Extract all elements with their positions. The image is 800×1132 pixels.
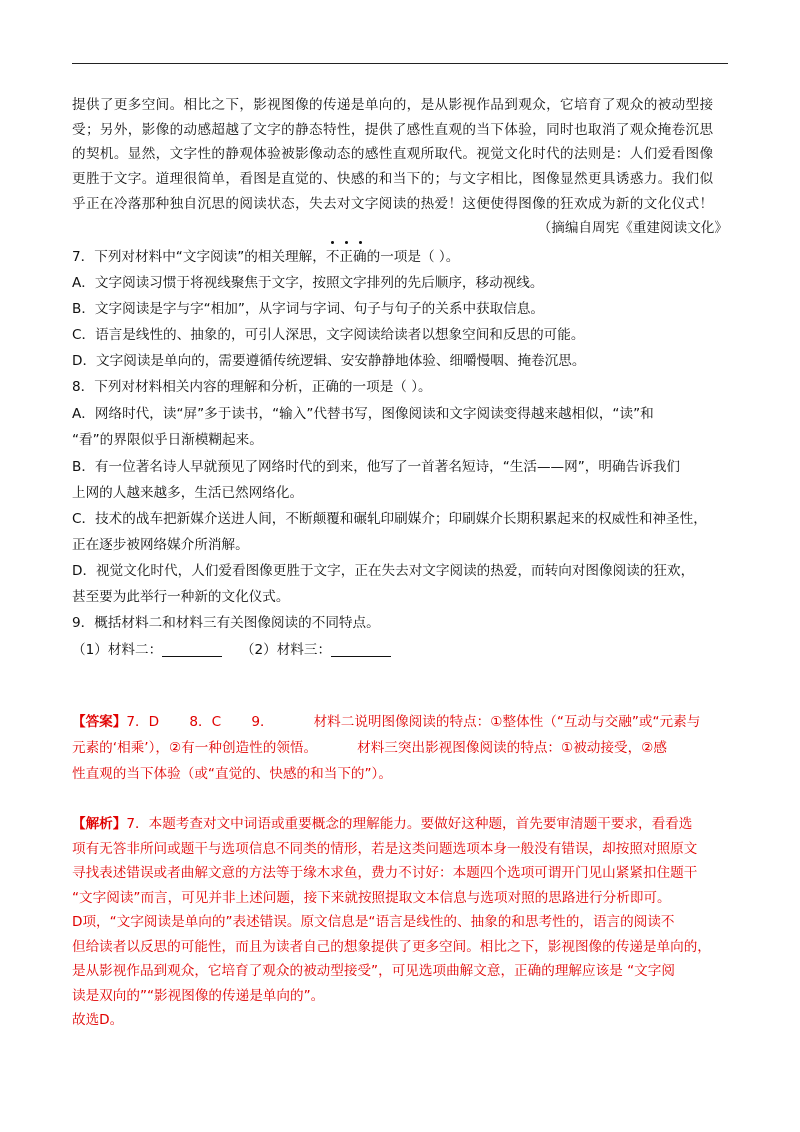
emphasis-dot	[359, 241, 362, 244]
q7-emphasis: 不正确	[326, 247, 367, 267]
analysis-line: 但给读者以反思的可能性，而且为读者自己的想象提供了更多空间。相比之下，影视图像的传递是单向的，	[72, 939, 711, 955]
answer-line-1: 【答案】7．D 8．C 9． 材料二说明图像阅读的特点：①整体性（“互动与交融”或“元素与	[72, 714, 701, 730]
q9-part1-label: （1）材料二：	[72, 642, 163, 658]
q8-option-c: C．技术的战车把新媒介送进人间，不断颠覆和碾轧印刷媒介；印刷媒介长期积累起来的权威性和神圣性，	[72, 511, 707, 527]
q7-option-a: A．文字阅读习惯于将视线聚焦于文字，按照文字排列的先后顺序，移动视线。	[72, 275, 544, 291]
passage-source: （摘编自周宪《重建阅读文化》	[537, 220, 728, 236]
analysis-line-1: 【解析】7．本题考查对文中词语或重要概念的理解能力。要做好这种题，首先要审清题干要求，看看选	[72, 816, 693, 832]
passage-line: 乎正在冷落那种独自沉思的阅读状态，失去对文字阅读的热爱！这便使得图像的狂欢成为新的文化仪式！	[72, 195, 714, 212]
q8-option-b-cont: 上网的人越来越多，生活已然网络化。	[72, 485, 304, 501]
analysis-line: D项，“文字阅读是单向的”表述错误。原文信息是“语言是线性的、抽象的和思考性的，语言的阅读不	[72, 914, 675, 930]
q7-option-c: C．语言是线性的、抽象的，可引人深思，文字阅读给读者以想象空间和反思的可能。	[72, 327, 585, 343]
q9-stem: 9．概括材料二和材料三有关图像阅读的不同特点。	[72, 615, 380, 631]
analysis-tag: 【解析】	[72, 816, 127, 832]
q9-parts	[72, 640, 732, 660]
answer-line-2: 元素的‘相乘’），②有一种创造性的领悟。 材料三突出影视图像阅读的特点：①被动接受，②感	[72, 740, 667, 756]
q8-option-a: A．网络时代，读“屏”多于读书，“输入”代替书写，图像阅读和文字阅读变得越来越相似，“读”和	[72, 406, 654, 422]
analysis-line: 寻找表述错误或者曲解文意的方法等于缘木求鱼，费力不讨好：本题四个选项可谓开门见山紧紧扣住题干	[72, 865, 698, 881]
q7-option-b: B．文字阅读是字与字“相加”，从字词与字词、句子与句子的关系中获取信息。	[72, 301, 545, 317]
analysis-line: 是从影视作品到观众，它培育了观众的被动型接受”，可见选项曲解文意，正确的理解应该是 “文字阅	[72, 963, 675, 979]
header-rule	[72, 63, 728, 64]
answer-line-3: 性直观的当下体验（或“直觉的、快感的和当下的”）。	[72, 766, 392, 782]
q8-option-b: B．有一位著名诗人早就预见了网络时代的到来，他写了一首著名短诗，“生活——网”，明确告诉我们	[72, 459, 680, 475]
q9-part2-label: （2）材料三：	[240, 642, 332, 658]
q8-option-d: D．视觉文化时代，人们爱看图像更胜于文字，正在失去对文字阅读的热爱，而转向对图像阅读的狂欢，	[72, 563, 695, 579]
analysis-line: “文字阅读”而言，可见并非上述问题，接下来就按照提取文本信息与选项对照的思路进行分析即可。	[72, 890, 671, 906]
answer-blank	[331, 642, 391, 657]
emphasis-dot	[331, 241, 334, 244]
analysis-conclusion: 故选D。	[72, 1012, 124, 1028]
q7-option-d: D．文字阅读是单向的，需要遵循传统逻辑、安安静静地体验、细嚼慢咽、掩卷沉思。	[72, 353, 586, 369]
analysis-line: 读是双向的”“影视图像的传递是单向的”。	[72, 988, 325, 1004]
q7-stem: 7．下列对材料中“文字阅读”的相关理解，不正确 的一项是（ ）。	[72, 247, 732, 267]
analysis-line: 项有无答非所问或题干与选项信息不同类的情形，若是这类问题选项本身一般没有错误，却按照对照原文	[72, 841, 698, 857]
answer-tag: 【答案】	[72, 714, 127, 730]
passage	[72, 93, 728, 217]
passage-line: 提供了更多空间。相比之下，影视图像的传递是单向的，是从影视作品到观众，它培育了观众的被动型接	[72, 97, 714, 113]
passage-line: 的契机。显然，文字性的静观体验被影像动态的感性直观所取代。视觉文化时代的法则是：人们爱看图像	[72, 146, 714, 163]
passage-line: 更胜于文字。道理很简单，看图是直觉的、快感的和当下的；与文字相比，图像显然更具诱惑力。我们似	[72, 171, 714, 188]
q8-option-a-cont: “看”的界限似乎日渐模糊起来。	[72, 432, 263, 448]
emphasis-dot	[345, 241, 348, 244]
answer-blank	[162, 642, 222, 657]
passage-line: 受；另外，影像的动感超越了文字的静态特性，提供了感性直观的当下体验，同时也取消了观众掩卷沉思	[72, 121, 714, 138]
q8-stem: 8．下列对材料相关内容的理解和分析，正确的一项是（ ）。	[72, 379, 432, 395]
q8-option-c-cont: 正在逐步被网络媒介所消解。	[72, 537, 249, 553]
q8-option-d-cont: 甚至要为此举行一种新的文化仪式。	[72, 589, 290, 605]
